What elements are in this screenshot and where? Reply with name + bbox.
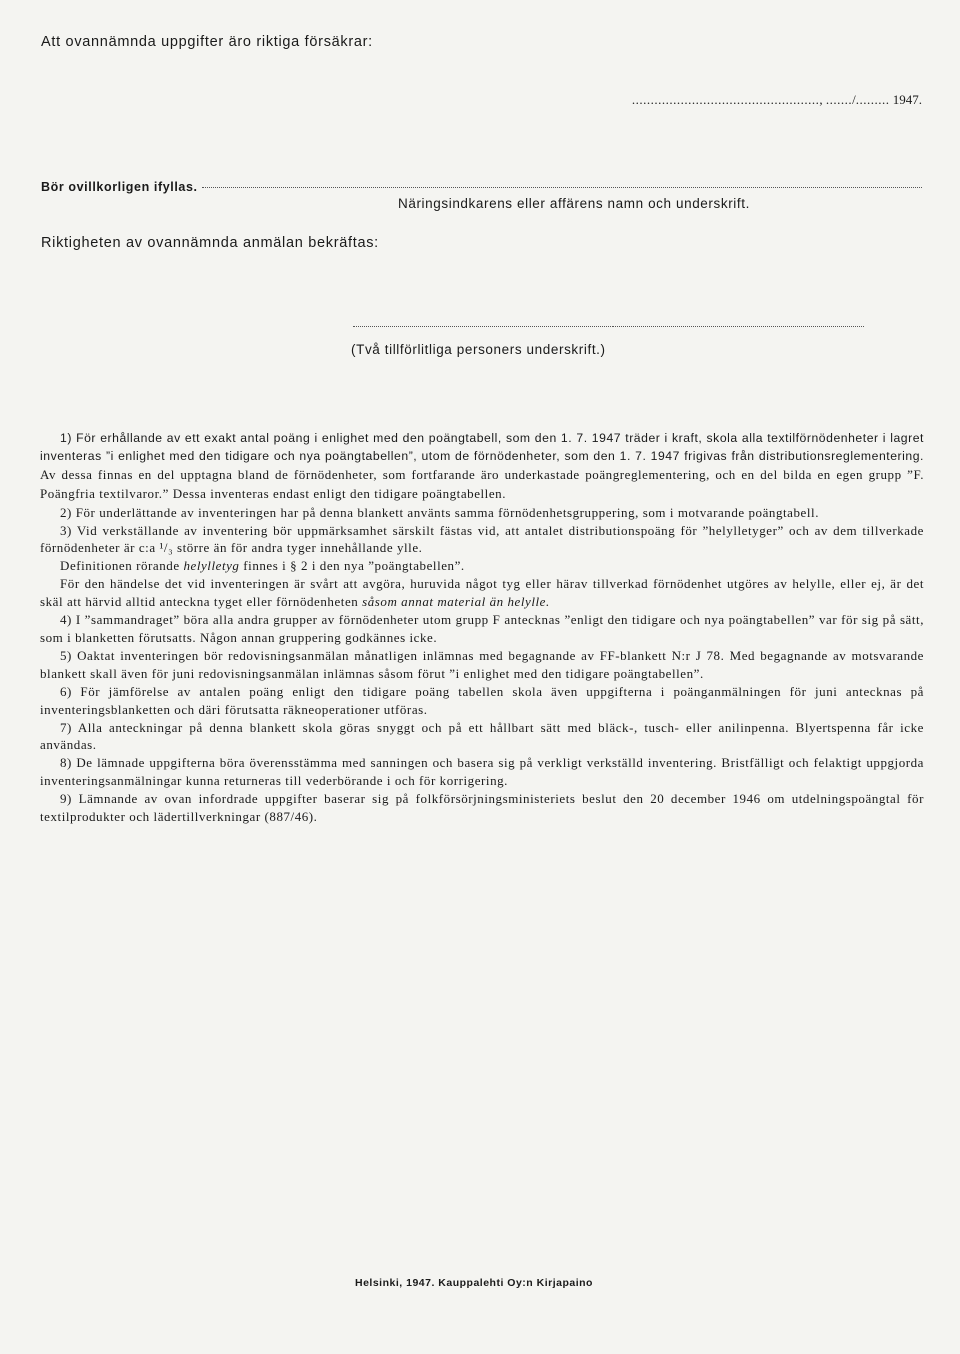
month-blank[interactable]: .........	[855, 92, 890, 107]
note-2: 2) För underlättande av inventeringen har på denna blankett använts samma förnödenhetsgruppering, som i motvarande poängtabell.	[60, 504, 819, 520]
term-annat-material: såsom annat material än helylle.	[362, 594, 550, 610]
note-7: 7) Alla anteckningar på denna blankett skola göras snyggt och på ett hållbart sätt med bläck-, tusch- eller anilinpenna. Blyertspenna får icke användas.	[40, 719, 924, 753]
witness-signature-line-1[interactable]	[353, 326, 613, 327]
note-3-fraction: ¹/₃	[159, 540, 174, 556]
company-signature-line[interactable]	[202, 187, 922, 188]
note-3-main-after: större än för andra tyger innehållande ylle.	[173, 540, 423, 556]
note-6: 6) För jämförelse av antalen poäng enligt den tidigare poäng tabellen skola även uppgifterna i poänganmälningen för juni antecknas på inventeringsblanketten och däri förutsatta räkneoperationer utföras.	[40, 683, 924, 717]
mandatory-fill-label: Bör ovillkorligen ifyllas.	[41, 180, 198, 194]
note-3	[40, 522, 924, 558]
company-signature-caption: Näringsindkarens eller affärens namn och underskrift.	[398, 196, 750, 211]
note-3-definition: Definitionen rörande helylletyg finnes i § 2 i den nya ”poängtabellen”.	[60, 558, 465, 574]
note-4: 4) I ”sammandraget” böra alla andra grupper av förnödenheter utom grupp F antecknas ”enligt den tidigare och nya poängtabellen” var för sig på sätt, som i blanketten förutsatts. Någon annan gruppering godkännes icke.	[40, 612, 924, 645]
instruction-notes	[40, 430, 924, 826]
day-blank[interactable]: .......	[825, 92, 853, 107]
witness-signature-caption: (Två tillförlitliga personers underskrift.)	[351, 342, 606, 357]
confirmation-statement: Riktigheten av ovannämnda anmälan bekräftas:	[41, 235, 379, 251]
note-3-main-before: 3) Vid verkställande av inventering bör uppmärksamhet särskilt fästas vid, att antalet distributionspoäng för ”helylletyger” och av dem tillverkade förnödenheter är c:a	[40, 522, 924, 556]
attestation-statement: Att ovannämnda uppgifter äro riktiga försäkrar:	[41, 34, 373, 50]
term-helylletyg: helylletyg	[183, 558, 240, 574]
note-5: 5) Oaktat inventeringen bör redovisningsanmälan månatligen inlämnas med begagnande av FF-blankett N:r J 78. Med begagnande av motsvarande blankett skall även för juni redovisningsanmälan inlämnas såsom förut ”i enlighet med den tidigare poängtabellen”.	[40, 647, 924, 681]
note-3-case: För den händelse det vid inventeringen är svårt att avgöra, huruvida något tyg eller härav tillverkad förnödenhet utgöres av helylle, eller ej, är det skäl att härvid alltid anteckna tyget eller förnödenheten såsom annat material än helylle.	[40, 576, 924, 610]
note-1	[40, 430, 924, 504]
witness-signature-line-2[interactable]	[612, 326, 864, 327]
printer-imprint: Helsinki, 1947. Kauppalehti Oy:n Kirjapaino	[355, 1277, 593, 1289]
place-date-comma: ,	[819, 92, 823, 107]
note-8: 8) De lämnade uppgifterna böra överensstämma med sanningen och basera sig på verkligt verkställd inventering. Bristfälligt och felaktigt uppgjorda inventeringsanmälningar kunna returneras till vederbörande i och för korrigering.	[40, 755, 924, 789]
company-signature-row[interactable]	[41, 180, 922, 194]
date-slash: /	[852, 92, 856, 107]
year-label: 1947.	[892, 92, 922, 107]
place-blank[interactable]: ..................................................	[631, 92, 820, 107]
place-date-line[interactable]	[632, 92, 922, 108]
note-9: 9) Lämnande av ovan infordrade uppgifter baserar sig på folkförsörjningsministeriets beslut den 20 december 1946 om utdelningspoängtal för textilprodukter och lädertillverkningar (887/46).	[40, 791, 924, 825]
note-1-text-before: 1) För erhållande av ett exakt antal poäng i enlighet med den poängtabell, som den 1. 7. 1947 träder i kraft, skola alla textilförnödenheter i lagret inventeras ”i enlighet med den tidigare och nya poängtabellen”, utom de förnödenheter, som den 1. 7. 1947 frigivas från distributionsreglementering.	[40, 431, 924, 463]
note-1-text-after: Av dessa finnas en del upptagna bland de förnödenheter, som fortfarande äro underkastade poängreglementering, och en del bilda en egen grupp ”F. Poängfria textilvaror.” Dessa inventeras endast enligt den tidigare poängtabellen.	[40, 466, 924, 501]
